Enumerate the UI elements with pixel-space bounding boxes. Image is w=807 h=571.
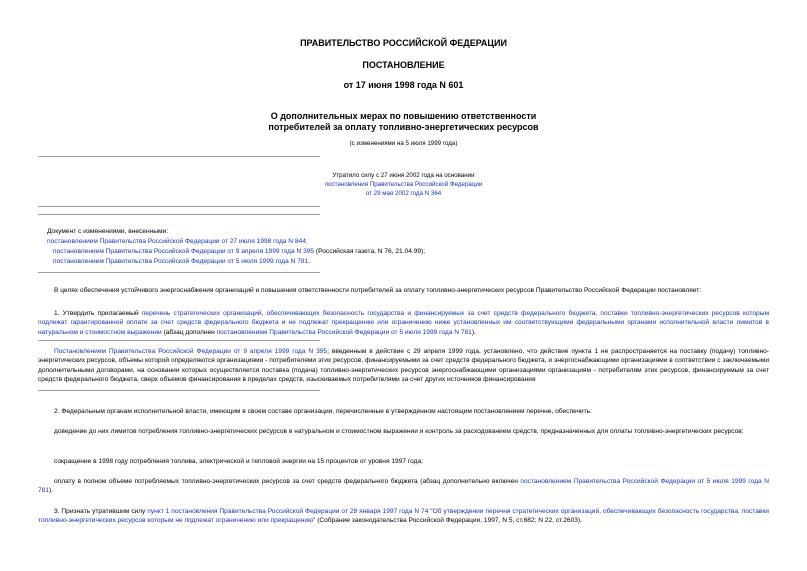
title-line-2: потребителей за оплату топливно-энергетических ресурсов xyxy=(268,122,539,132)
changes-note: (с изменениями на 5 июля 1999 года) xyxy=(349,140,458,147)
amendment-link-3[interactable]: постановлением Правительства Российской Федерации от 5 июля 1999 года N 781 xyxy=(53,258,309,265)
government-heading: ПРАВИТЕЛЬСТВО РОССИЙСКОЙ ФЕДЕРАЦИИ xyxy=(300,38,507,48)
strategic-organizations-list-link[interactable]: перечень стратегических организаций, обеспечивающих безопасность государства и финансируемых за счет средств федерального бюджета, поставки топливно-энергетических ресурсов которым подлежат гарантированной оплате за счет средств федерального бюджета и не подлежат прекращению или ограничению ниже установленных им соответствующими федеральными органами исполнительной власти лимитов в натуральном и стоимостном выражении xyxy=(38,310,769,336)
doc-type-heading: ПОСТАНОВЛЕНИЕ xyxy=(362,60,445,70)
amendment-link-1[interactable]: постановлением Правительства Российской Федерации от 27 июля 1998 года N 844; xyxy=(47,238,308,245)
divider xyxy=(38,340,320,341)
divider xyxy=(38,214,320,215)
lapsed-link-line-3[interactable]: от 29 мая 2002 года N 364 xyxy=(365,190,442,197)
decree-781-link[interactable]: постановлением Правительства Российской Федерации от 5 июля 1999 года N 781 xyxy=(216,328,472,336)
paragraph-3: 3. Признать утратившим силу пункт 1 постановления Правительства Российской Федерации от 28 января 1997 года N 74 "Об утверждении перечня стратегических организаций, обеспечивающих безопасность государства, поставки топливно-энергетических ресурсов которым не подлежат ограничению или прекращению" (Собрание законодательства Российской Федерации, 1997, N 5, ст.682; N 22, ст.2603). xyxy=(38,508,769,525)
paragraph-2c: оплату в полном объеме потребляемых топливно-энергетических ресурсов за счет средств федерального бюджета (абзац дополнительно включен постановлением Правительства Российской Федерации от 5 июля 1999 года N 781). xyxy=(38,478,770,495)
amendment-item-2: постановлением Правительства Российской Федерации от 9 апреля 1999 года N 395 (Российская газета, N 76, 21.04.99); xyxy=(53,248,426,255)
lapsed-line-1: Утратило силу с 27 июня 2002 года на основании xyxy=(332,172,475,179)
decree-395-link[interactable]: Постановлением Правительства Российской Федерации от 9 апреля 1999 года N 395 xyxy=(54,348,328,355)
divider xyxy=(38,272,320,273)
amendment-link-2[interactable]: постановлением Правительства Российской Федерации от 9 апреля 1999 года N 395 xyxy=(53,248,315,255)
paragraph-1-note: Постановлением Правительства Российской Федерации от 9 апреля 1999 года N 395, введенным в действие с 29 апреля 1999 года, установлено, что действие пункта 1 не распространяется на поставку (подачу) топливно-энергетических ресурсов, объемы которой определяются организациями - потребителями этих ресурсов, финансируемыми за счет средств федерального бюджета, и энергоснабжающими организациями в соответствии с заключаемыми дополнительными договорами, на основании которых осуществляется поставка (подача) топливно-энергетических ресурсов энергоснабжающими организациями организациям - потребителям этих ресурсов, финансируемым за счет средств федерального бюджета, сверх объемов финансирования в пределах средств, изыскиваемых потребителями за счет других источников финансирования xyxy=(38,348,769,384)
amendment-item-3: постановлением Правительства Российской Федерации от 5 июля 1999 года N 781. xyxy=(53,258,311,265)
divider xyxy=(38,156,320,157)
divider xyxy=(38,206,320,207)
divider xyxy=(38,390,320,391)
decree-74-title-link[interactable]: Об утверждении перечня стратегических организаций, обеспечивающих безопасность государства, поставки топливно-энергетических ресурсов которым не подлежат ограничению или прекращению xyxy=(38,508,769,525)
paragraph-2: 2. Федеральным органам исполнительной власти, имеющим в своем составе организации, перечисленные в утвержденном настоящим постановлением перечне, обеспечить: xyxy=(54,408,592,415)
decree-781-link[interactable]: постановлением Правительства Российской Федерации от 5 июля 1999 года N 781 xyxy=(38,478,770,495)
title-line-1: О дополнительных мерах по повышению ответственности xyxy=(270,111,537,121)
lapsed-link-line-2[interactable]: постановления Правительства Российской Федерации xyxy=(324,181,483,188)
decree-74-link[interactable]: пункт 1 постановления Правительства Российской Федерации от 28 января 1997 года N 74 xyxy=(147,508,429,515)
amendments-intro: Документ с изменениями, внесенными: xyxy=(47,228,169,235)
paragraph-1: 1. Утвердить прилагаемый перечень стратегических организаций, обеспечивающих безопасность государства и финансируемых за счет средств федерального бюджета, поставки топливно-энергетических ресурсов которым подлежат гарантированной оплате за счет средств федерального бюджета и не подлежат прекращению или ограничению ниже установленных им соответствующими федеральными органами исполнительной власти лимитов в натуральном и стоимостном выражении (абзац дополнен постановлением Правительства Российской Федерации от 5 июля 1999 года N 781). xyxy=(38,310,769,336)
date-number: от 17 июня 1998 года N 601 xyxy=(343,80,464,90)
paragraph-2b: сокращение в 1998 году потребления топлива, электрической и тепловой энергии на 15 процентов от уровня 1997 года; xyxy=(54,458,423,465)
paragraph-2a: доведение до них лимитов потребления топливно-энергетических ресурсов в натуральном и стоимостном выражении и контроль за расходованием средств, предназначенных для оплаты топливно-энергетических ресурсов; xyxy=(54,428,744,435)
preamble: В целях обеспечения устойчивого энергоснабжения организаций и повышения ответственности потребителей за оплату топливно-энергетических ресурсов Правительство Российской Федерации постановляет: xyxy=(54,287,702,294)
